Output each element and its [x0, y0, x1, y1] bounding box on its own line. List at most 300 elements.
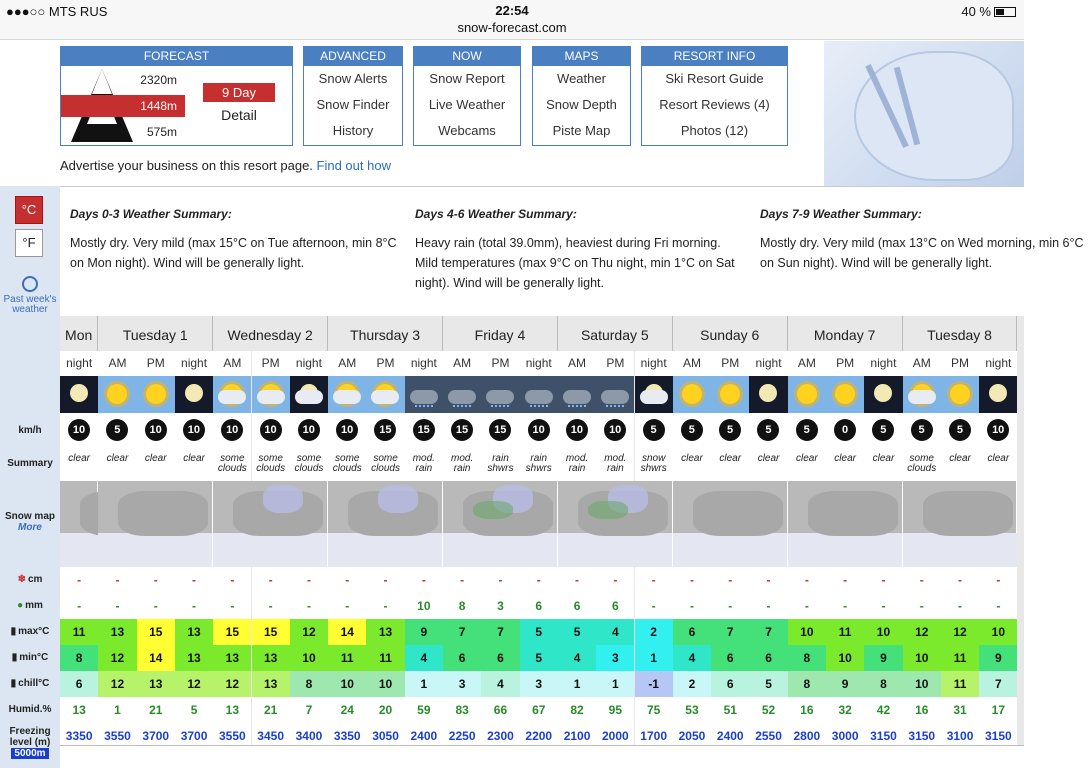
rain-cloud-icon [448, 390, 476, 404]
past-weather-link[interactable] [0, 276, 60, 315]
min-text: min°C [19, 652, 49, 663]
thermometer-icon: ▮ [10, 678, 17, 689]
sun-icon [797, 384, 817, 404]
chill-cell: 13 [137, 671, 175, 697]
weather-icon-cell [826, 376, 864, 413]
snow-cm-cell: - [979, 567, 1017, 593]
freezing-level-cell: 2050 [673, 723, 711, 749]
humidity-cell: 82 [558, 697, 596, 723]
wind-arrow-icon: 15 [413, 419, 435, 441]
url-bar[interactable]: snow-forecast.com [457, 20, 567, 35]
wind-arrow-icon: 10 [604, 419, 626, 441]
snow-cm-cell: - [366, 567, 404, 593]
freezing-level-cell: 2100 [558, 723, 596, 749]
chill-cell: 12 [213, 671, 251, 697]
min-temp-cell: 13 [213, 645, 251, 671]
min-temp-cell: 1 [635, 645, 673, 671]
snow-cm-cell: - [328, 567, 366, 593]
freezing-level-cell: 3100 [941, 723, 979, 749]
period-label: AM [213, 351, 251, 376]
wind-cell [596, 413, 634, 448]
period-label: night [520, 351, 558, 376]
land-region [923, 491, 1013, 536]
left-sidebar [0, 186, 60, 768]
summary-cell: clear [941, 448, 979, 481]
snow-cm-cell: - [635, 567, 673, 593]
rain-mm-cell: - [979, 593, 1017, 619]
sun-icon [720, 384, 740, 404]
clock: 22:54 [495, 3, 529, 18]
snow-cm-cell: - [864, 567, 902, 593]
chill-cell: 3 [520, 671, 558, 697]
advanced-menu [303, 46, 403, 146]
sea-region [673, 533, 787, 567]
live-weather-link[interactable]: Live Weather [428, 97, 506, 112]
min-temp-cell: 11 [941, 645, 979, 671]
wind-cell [60, 413, 98, 448]
snow-map-thumbnail[interactable] [558, 481, 673, 567]
min-temp-cell: 10 [826, 645, 864, 671]
snow-map-thumbnail[interactable] [443, 481, 558, 567]
wind-arrow-icon: 10 [528, 419, 550, 441]
day-header[interactable]: Friday 4 [443, 316, 558, 351]
snow-cm-cell: - [520, 567, 558, 593]
wind-arrow-icon: 5 [872, 419, 894, 441]
freezing-level-cell: 2400 [405, 723, 443, 749]
land-region [808, 491, 898, 536]
wind-cell [749, 413, 787, 448]
min-temp-cell: 6 [749, 645, 787, 671]
period-label: PM [941, 351, 979, 376]
weather-icon-cell [864, 376, 902, 413]
freezing-level-cell: 3350 [328, 723, 366, 749]
chill-cell: 5 [749, 671, 787, 697]
freezing-level-cell: 2400 [711, 723, 749, 749]
weather-icon-cell [558, 376, 596, 413]
max-temp-cell: 15 [137, 619, 175, 645]
wind-cell [290, 413, 328, 448]
now-header: NOW [414, 47, 520, 66]
max-temp-cell: 13 [366, 619, 404, 645]
day-header[interactable]: Mon [60, 316, 98, 351]
weather-icon-cell [443, 376, 481, 413]
humidity-cell: 32 [826, 697, 864, 723]
chill-cell: 1 [405, 671, 443, 697]
rain-cloud-icon [525, 390, 553, 404]
period-label: night [749, 351, 787, 376]
max-temp-cell: 5 [558, 619, 596, 645]
snow-cm-cell: - [443, 567, 481, 593]
wind-arrow-icon: 5 [106, 419, 128, 441]
weather-icon-cell [175, 376, 213, 413]
elevation-mid[interactable]: 1448m [61, 95, 185, 117]
chill-cell: -1 [635, 671, 673, 697]
summary-days-4-6 [415, 207, 745, 293]
snow-cloud-icon [640, 390, 668, 404]
forecast-box [60, 46, 293, 146]
min-temp-cell: 8 [60, 645, 98, 671]
sun-icon [146, 384, 166, 404]
max-temp-cell: 7 [711, 619, 749, 645]
thermometer-icon: ▮ [10, 626, 17, 637]
rain-drops-icon [568, 405, 586, 411]
rain-drops-icon [530, 405, 548, 411]
snow-map-thumbnail[interactable] [60, 481, 98, 567]
wind-arrow-icon: 15 [451, 419, 473, 441]
freezing-level-cell: 3450 [252, 723, 290, 749]
humidity-cell: 21 [252, 697, 290, 723]
day-header[interactable]: Monday 7 [788, 316, 903, 351]
snow-map-thumbnail[interactable] [213, 481, 328, 567]
weather-map-link[interactable]: Weather [557, 71, 606, 86]
elevation-bottom[interactable]: 575m [146, 125, 177, 139]
summary-cell: some clouds [903, 448, 941, 481]
chill-cell: 8 [290, 671, 328, 697]
summary-cell: mod. rain [596, 448, 634, 481]
snow-map-thumbnail[interactable] [788, 481, 903, 567]
wind-arrow-icon: 10 [566, 419, 588, 441]
rain-mm-cell: - [903, 593, 941, 619]
snow-cm-cell: - [137, 567, 175, 593]
rain-mm-cell: - [635, 593, 673, 619]
period-label: night [60, 351, 98, 376]
chill-cell: 12 [98, 671, 136, 697]
cloud-icon [295, 390, 323, 404]
snow-depth-link[interactable]: Snow Depth [546, 97, 617, 112]
weather-icon-cell [520, 376, 558, 413]
wind-cell [903, 413, 941, 448]
wind-cell [481, 413, 519, 448]
snow-cm-cell: - [175, 567, 213, 593]
snow-map-thumbnail[interactable] [903, 481, 1018, 567]
weather-icon-cell [290, 376, 328, 413]
rain-mm-cell: - [366, 593, 404, 619]
summary-text: Mostly dry. Very mild (max 13°C on Wed morning, min 6°C on Sun night). Wind will be generally light. [760, 236, 1084, 270]
max-temp-cell: 4 [596, 619, 634, 645]
weather-icon-cell [903, 376, 941, 413]
chill-cell: 10 [328, 671, 366, 697]
min-temp-cell: 6 [481, 645, 519, 671]
decorative-illustration [824, 41, 1024, 186]
period-label: PM [711, 351, 749, 376]
snow-map-thumbnail[interactable] [328, 481, 443, 567]
chill-cell: 8 [788, 671, 826, 697]
rain-drops-icon [415, 405, 433, 411]
day-header[interactable]: Tuesday 1 [98, 316, 213, 351]
summary-title: Days 4-6 Weather Summary: [415, 207, 577, 221]
chill-cell: 10 [903, 671, 941, 697]
wind-arrow-icon: 5 [757, 419, 779, 441]
freezing-level-cell: 3150 [864, 723, 902, 749]
more-link[interactable]: More [18, 522, 42, 533]
wind-arrow-icon: 5 [643, 419, 665, 441]
summary-days-0-3 [70, 207, 400, 273]
summary-text: Mostly dry. Very mild (max 15°C on Tue afternoon, min 8°C on Mon night). Wind will be generally light. [70, 236, 397, 270]
max-temp-cell: 9 [405, 619, 443, 645]
chill-cell: 6 [60, 671, 98, 697]
history-link[interactable]: History [332, 123, 374, 138]
min-temp-label [0, 652, 60, 663]
snow-cm-cell: - [60, 567, 98, 593]
snow-overlay [378, 485, 418, 513]
rain-mm-cell: - [290, 593, 328, 619]
find-out-how-link[interactable]: Find out how [316, 158, 391, 173]
resort-reviews-link[interactable]: Resort Reviews (4) [659, 97, 770, 112]
humidity-cell: 1 [98, 697, 136, 723]
wind-cell [635, 413, 673, 448]
rain-mm-cell: - [941, 593, 979, 619]
rain-mm-cell: 6 [596, 593, 634, 619]
rain-mm-label [0, 600, 60, 611]
wind-arrow-icon: 5 [796, 419, 818, 441]
rain-mm-cell: - [673, 593, 711, 619]
sun-icon [107, 384, 127, 404]
summary-cell: rain shwrs [520, 448, 558, 481]
wind-arrow-icon: 5 [949, 419, 971, 441]
snow-cm-cell: - [290, 567, 328, 593]
snow-alerts-link[interactable]: Snow Alerts [318, 71, 388, 86]
weather-icon-cell [137, 376, 175, 413]
rain-cloud-icon [601, 390, 629, 404]
snow-map-thumbnail[interactable] [98, 481, 213, 567]
min-temp-cell: 6 [443, 645, 481, 671]
max-temp-cell: 7 [481, 619, 519, 645]
wind-cell [98, 413, 136, 448]
webcams-link[interactable]: Webcams [438, 123, 496, 138]
day-header[interactable]: Saturday 5 [558, 316, 673, 351]
humidity-cell: 24 [328, 697, 366, 723]
max-temp-cell: 5 [520, 619, 558, 645]
snow-cm-cell: - [941, 567, 979, 593]
weather-summary-panel [60, 186, 1084, 316]
weather-icon-cell [60, 376, 98, 413]
min-temp-cell: 12 [98, 645, 136, 671]
snow-cm-cell: - [711, 567, 749, 593]
resort-info-header: RESORT INFO [642, 47, 787, 66]
humidity-cell: 5 [175, 697, 213, 723]
period-label: night [405, 351, 443, 376]
elevation-top[interactable]: 2320m [140, 73, 177, 87]
wind-arrow-icon: 15 [489, 419, 511, 441]
rain-mm-cell: - [175, 593, 213, 619]
freezing-level-cell: 3150 [979, 723, 1017, 749]
humidity-cell: 75 [635, 697, 673, 723]
battery-icon [994, 7, 1016, 17]
wind-arrow-icon: 5 [719, 419, 741, 441]
cloud-icon [908, 390, 936, 404]
humidity-cell: 83 [443, 697, 481, 723]
max-temp-cell: 15 [252, 619, 290, 645]
summary-title: Days 7-9 Weather Summary: [760, 207, 922, 221]
summary-cell: clear [826, 448, 864, 481]
past-weather-label: Past week's weather [3, 294, 57, 315]
wind-arrow-icon: 10 [987, 419, 1009, 441]
min-temp-cell: 3 [596, 645, 634, 671]
rain-mm-cell: - [213, 593, 251, 619]
chill-cell: 13 [252, 671, 290, 697]
summary-cell: some clouds [290, 448, 328, 481]
chill-cell: 2 [673, 671, 711, 697]
snow-overlay [263, 485, 303, 513]
rain-cloud-icon [486, 390, 514, 404]
min-temp-cell: 14 [137, 645, 175, 671]
summary-cell: some clouds [252, 448, 290, 481]
humidity-cell: 59 [405, 697, 443, 723]
rain-mm-cell: - [328, 593, 366, 619]
snow-finder-link[interactable]: Snow Finder [316, 97, 390, 112]
wind-arrow-icon: 5 [911, 419, 933, 441]
weather-icon-cell [979, 376, 1017, 413]
weather-icon-cell [366, 376, 404, 413]
snow-cm-cell: - [481, 567, 519, 593]
wind-arrow-icon: 10 [221, 419, 243, 441]
period-label: night [979, 351, 1017, 376]
detail-button[interactable]: Detail [221, 107, 257, 123]
weather-icon-cell [328, 376, 366, 413]
rain-cloud-icon [563, 390, 591, 404]
chill-cell: 10 [366, 671, 404, 697]
wind-arrow-icon: 10 [336, 419, 358, 441]
chill-cell: 8 [864, 671, 902, 697]
day-header[interactable]: Wednesday 2 [213, 316, 328, 351]
freezing-level-cell: 3350 [60, 723, 98, 749]
weather-icon-cell [788, 376, 826, 413]
snow-cm-label [0, 574, 60, 585]
period-label: AM [328, 351, 366, 376]
max-text: max°C [18, 626, 50, 637]
freezing-level-cell: 3550 [213, 723, 251, 749]
cloud-icon [257, 390, 285, 404]
max-temp-cell: 12 [290, 619, 328, 645]
moon-icon [759, 384, 777, 402]
freezing-level-cell: 2800 [788, 723, 826, 749]
sea-region [98, 533, 212, 567]
summary-cell: clear [864, 448, 902, 481]
period-label: PM [366, 351, 404, 376]
ski-resort-guide-link[interactable]: Ski Resort Guide [665, 71, 764, 86]
rain-mm-cell: - [749, 593, 787, 619]
wind-cell [979, 413, 1017, 448]
min-temp-cell: 4 [405, 645, 443, 671]
humidity-cell: 51 [711, 697, 749, 723]
summary-cell: clear [673, 448, 711, 481]
period-label: AM [788, 351, 826, 376]
snow-cm-cell: - [252, 567, 290, 593]
rain-mm-cell: - [788, 593, 826, 619]
sea-region [213, 533, 327, 567]
cm-text: cm [27, 574, 43, 585]
period-label: PM [137, 351, 175, 376]
humidity-cell: 31 [941, 697, 979, 723]
humidity-cell: 20 [366, 697, 404, 723]
wind-arrow-icon: 10 [260, 419, 282, 441]
weather-icon-cell [405, 376, 443, 413]
snow-map-thumbnail[interactable] [673, 481, 788, 567]
humidity-cell: 13 [213, 697, 251, 723]
period-label: night [635, 351, 673, 376]
moon-icon [874, 384, 892, 402]
celsius-toggle[interactable]: °C [15, 196, 43, 224]
day-header[interactable]: Tuesday 8 [903, 316, 1018, 351]
resort-info-menu [641, 46, 788, 146]
advertise-text: Advertise your business on this resort page. [60, 158, 317, 173]
wind-cell [366, 413, 404, 448]
min-temp-cell: 11 [366, 645, 404, 671]
min-temp-cell: 13 [252, 645, 290, 671]
freezing-text: Freezing level (m) [9, 726, 51, 748]
min-temp-cell: 9 [864, 645, 902, 671]
raindrop-icon: ● [17, 600, 24, 611]
maps-header: MAPS [533, 47, 630, 66]
chill-cell: 1 [596, 671, 634, 697]
cloud-icon [333, 390, 361, 404]
snow-cm-cell: - [749, 567, 787, 593]
max-temp-cell: 12 [941, 619, 979, 645]
forecast-header[interactable]: FORECAST [61, 47, 292, 66]
max-temp-cell: 10 [788, 619, 826, 645]
humidity-cell: 17 [979, 697, 1017, 723]
thermometer-icon: ▮ [11, 652, 18, 663]
wind-cell [673, 413, 711, 448]
moon-icon [185, 384, 203, 402]
carrier-label: ●●●○○ MTS RUS [6, 4, 108, 19]
chill-label [0, 678, 60, 689]
period-label: AM [558, 351, 596, 376]
sea-region [903, 533, 1017, 567]
weather-icon-cell [635, 376, 673, 413]
max-temp-cell: 11 [826, 619, 864, 645]
land-region [118, 491, 208, 536]
period-label: night [864, 351, 902, 376]
max-temp-cell: 15 [213, 619, 251, 645]
day-header[interactable]: Thursday 3 [328, 316, 443, 351]
piste-map-link[interactable]: Piste Map [552, 123, 611, 138]
wind-unit-label: km/h [18, 425, 42, 436]
summary-cell: clear [749, 448, 787, 481]
min-temp-cell: 6 [711, 645, 749, 671]
rain-mm-cell: - [137, 593, 175, 619]
period-label: night [290, 351, 328, 376]
summary-cell: some clouds [213, 448, 251, 481]
weather-icon-cell [673, 376, 711, 413]
rain-drops-icon [453, 405, 471, 411]
clock-icon [22, 276, 38, 292]
wind-arrow-icon: 10 [145, 419, 167, 441]
freezing-level-cell: 3000 [826, 723, 864, 749]
chill-cell: 6 [711, 671, 749, 697]
sun-icon [835, 384, 855, 404]
summary-cell: clear [711, 448, 749, 481]
summary-cell: clear [98, 448, 136, 481]
wind-cell [520, 413, 558, 448]
snow-cm-cell: - [788, 567, 826, 593]
period-label: PM [481, 351, 519, 376]
chill-text: chill°C [18, 678, 50, 689]
period-label: AM [903, 351, 941, 376]
humidity-cell: 95 [596, 697, 634, 723]
fahrenheit-toggle[interactable]: °F [15, 229, 43, 257]
forecast-table [60, 316, 1024, 768]
rain-overlay [588, 501, 628, 519]
wind-cell [405, 413, 443, 448]
max-temp-cell: 10 [864, 619, 902, 645]
max-temp-label [0, 626, 60, 637]
day-header[interactable]: Sunday 6 [673, 316, 788, 351]
nine-day-button[interactable]: 9 Day [203, 83, 275, 102]
photos-link[interactable]: Photos (12) [680, 123, 749, 138]
max-temp-cell: 11 [60, 619, 98, 645]
snow-report-link[interactable]: Snow Report [429, 71, 505, 86]
